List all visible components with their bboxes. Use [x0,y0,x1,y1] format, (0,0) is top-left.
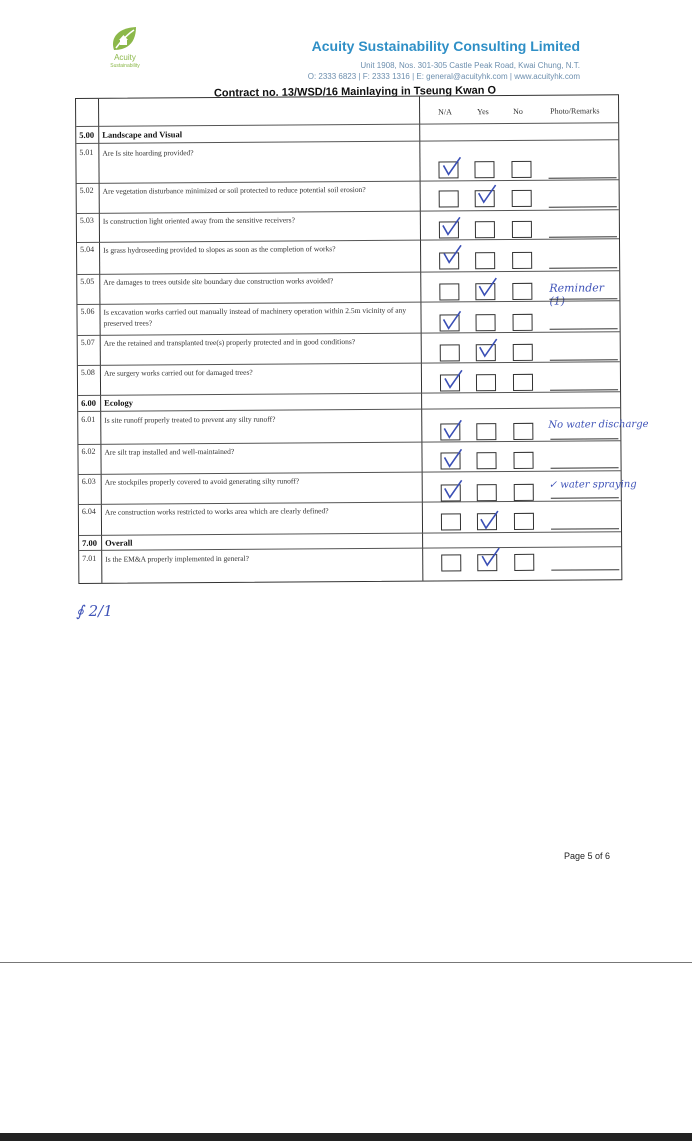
item-number: 5.08 [80,367,95,377]
item-question: Is excavation works carried out manually instead of machinery operation within 2.5m vicinity of any preserved trees? [103,305,407,328]
column-header-na: N/A [438,107,452,117]
yes-checkbox[interactable] [476,452,496,469]
na-checkbox[interactable] [439,283,459,300]
no-checkbox[interactable] [513,344,533,361]
check-mark-icon [476,337,500,359]
item-number: 5.07 [80,337,95,347]
item-question: Are stockpiles properly covered to avoid generating silty runoff? [104,476,300,487]
item-question: Is grass hydroseeding provided to slopes as soon as the completion of works? [103,244,336,255]
row-divider [76,139,618,144]
check-mark-icon [441,368,465,390]
item-question: Are vegetation disturbance minimized or soil protected to reduce potential soil erosion? [102,184,366,196]
check-mark-icon [440,447,464,469]
handwritten-remark: ✓ water spraying [548,479,637,491]
item-question: Is site runoff properly treated to prevent any silty runoff? [104,414,276,425]
remarks-line [551,467,619,468]
remarks-line [549,267,617,268]
row-divider [76,122,618,127]
row-divider [79,546,621,551]
item-number: 5.05 [80,276,95,286]
yes-checkbox[interactable] [476,423,496,440]
handwritten-date: 2/1 [88,602,113,620]
no-checkbox[interactable] [513,423,533,440]
contact-line: O: 2333 6823 | F: 2333 1316 | E: general@acuityhk.com | www.acuityhk.com [307,72,580,81]
checklist-table [75,94,649,584]
item-question: Are Is site hoarding provided? [102,148,194,158]
row-divider [78,391,620,396]
item-number: 6.02 [81,446,96,456]
yes-checkbox[interactable] [475,252,495,269]
item-question: Are construction works restricted to works area which are clearly defined? [104,506,329,517]
remarks-line [551,497,619,498]
check-mark-icon [477,509,501,531]
remarks-line [551,528,619,529]
no-checkbox[interactable] [511,161,531,178]
no-checkbox[interactable] [514,513,534,530]
item-question: Is construction light oriented away from the sensitive receivers? [102,215,295,226]
scan-edge [0,1133,692,1141]
check-mark-icon [439,309,463,331]
check-mark-icon [475,183,499,205]
no-checkbox[interactable] [512,190,532,207]
section-title: Landscape and Visual [102,129,183,140]
section-number: 6.00 [81,397,97,408]
leaf-logo-icon [108,24,142,54]
signature-icon: ∮ [76,602,84,620]
item-number: 6.03 [81,476,96,486]
item-number: 5.06 [80,306,95,316]
check-mark-icon [478,546,502,568]
no-checkbox[interactable] [512,252,532,269]
page-number: Page 5 of 6 [564,851,611,861]
row-divider [78,407,620,412]
no-checkbox[interactable] [512,283,532,300]
company-address [240,60,580,82]
check-mark-icon [440,243,464,265]
yes-checkbox[interactable] [476,314,496,331]
check-mark-icon [440,418,464,440]
item-number: 5.03 [79,215,94,225]
item-number: 7.01 [82,553,97,563]
logo-subtitle: Sustainability [110,63,140,69]
item-question: Are surgery works carried out for damaged trees? [103,367,253,378]
remarks-line [549,206,617,207]
check-mark-icon [475,276,499,298]
handwritten-remark: No water discharge [548,419,649,431]
na-checkbox[interactable] [439,190,459,207]
item-question: Is the EM&A properly implemented in general? [105,553,249,564]
yes-checkbox[interactable] [477,484,497,501]
column-divider [98,99,102,583]
section-title: Ecology [104,397,133,408]
column-header-no: No [513,106,523,116]
column-header-yes: Yes [477,107,489,117]
no-checkbox[interactable] [514,554,534,571]
item-number: 6.04 [81,506,96,516]
address-line: Unit 1908, Nos. 301-305 Castle Peak Road, Kwai Chung, N.T. [360,61,580,70]
logo-name: Acuity [114,53,136,62]
item-question: Are silt trap installed and well-maintained? [104,446,235,457]
yes-checkbox[interactable] [474,161,494,178]
check-mark-icon [439,155,463,177]
remarks-line [550,328,618,329]
item-number: 5.04 [80,244,95,254]
section-title: Overall [105,537,133,548]
column-header-remarks: Photo/Remarks [550,106,600,116]
company-logo [100,24,150,80]
item-question: Are damages to trees outside site boundary due construction works avoided? [103,276,334,287]
item-number: 5.02 [79,185,94,195]
check-mark-icon [439,215,463,237]
item-number: 6.01 [81,414,96,424]
no-checkbox[interactable] [513,374,533,391]
no-checkbox[interactable] [513,452,533,469]
na-checkbox[interactable] [441,513,461,530]
check-mark-icon [441,478,465,500]
na-checkbox[interactable] [441,554,461,571]
contract-title: Contract no. 13/WSD/16 Mainlaying in Tseung Kwan O [213,84,497,100]
yes-checkbox[interactable] [476,374,496,391]
page-divider [0,962,692,963]
company-name: Acuity Sustainability Consulting Limited [311,38,580,54]
handwritten-remark: Reminder (1) [549,281,605,308]
row-divider [79,531,621,536]
no-checkbox[interactable] [512,221,532,238]
yes-checkbox[interactable] [475,221,495,238]
section-number: 5.00 [79,129,95,140]
item-number: 5.01 [79,147,94,157]
no-checkbox[interactable] [514,484,534,501]
section-number: 7.00 [82,537,98,548]
initials-date [76,602,113,620]
no-checkbox[interactable] [513,314,533,331]
remarks-line [551,569,619,570]
na-checkbox[interactable] [440,344,460,361]
item-question: Are the retained and transplanted tree(s) properly protected and in good conditions? [103,337,356,348]
